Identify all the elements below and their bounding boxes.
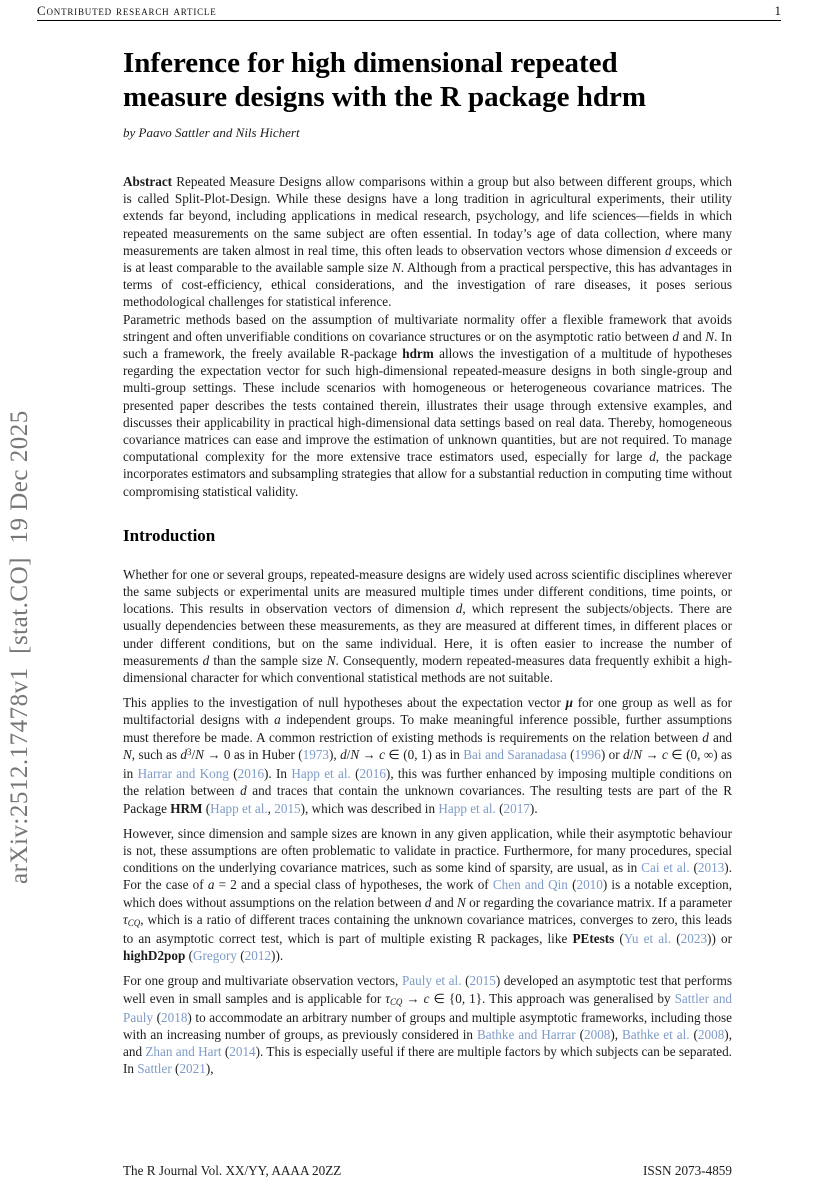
text-segment: → <box>642 746 663 762</box>
intro-paragraph-4 <box>123 972 732 1077</box>
text-segment: )). <box>271 948 284 964</box>
text-segment: N <box>326 652 336 668</box>
text-segment: d <box>623 746 630 762</box>
text-segment: . In such a framework, the freely available R-package <box>123 328 732 362</box>
text-segment: d <box>424 894 432 910</box>
text-segment: d <box>202 652 210 668</box>
text-segment: d <box>664 242 672 258</box>
text-segment: N <box>195 746 204 762</box>
citation-link[interactable]: Bai and Saranadasa <box>463 746 567 762</box>
text-segment: d <box>455 601 463 617</box>
text-segment: ∈ (0, ∞) as in <box>123 746 732 782</box>
citation-link[interactable]: Bathke and Harrar <box>476 1026 576 1042</box>
text-segment: . Consequently, modern repeated-measures data frequently exhibit a high-dimensional character for which conventional statistical methods are not suitable. <box>123 652 732 686</box>
text-segment: ). <box>529 800 538 816</box>
text-segment: ), <box>610 1026 623 1042</box>
text-segment: ( <box>575 1026 584 1042</box>
text-segment: However, since dimension and sample sizes are known in any given application, while their asymptotic behaviour is not, these assumptions are often problematic to validate in practice. Furthermore, for many procedures, special conditions on the underlying covariance matrices, such as some kind of sparsity, are usual, as in <box>123 825 732 876</box>
citation-link[interactable]: 2016 <box>359 766 386 782</box>
citation-link[interactable]: Sattler <box>137 1061 172 1077</box>
text-segment: and <box>708 729 733 745</box>
text-segment: N <box>633 746 643 762</box>
text-segment: μ <box>565 695 573 711</box>
intro-paragraph-3 <box>123 825 732 965</box>
citation-link[interactable]: 2008 <box>584 1026 611 1042</box>
text-segment: d <box>672 328 679 344</box>
text-segment: Parametric methods based on the assumption of multivariate normality offer a flexible framework that avoids stringent and often unverifiable conditions on covariance structures or on the asymptotic ratio between <box>123 311 732 344</box>
intro-paragraph-2 <box>123 694 732 816</box>
text-segment: c <box>423 990 430 1006</box>
text-segment: ( <box>221 1044 230 1060</box>
introduction-section <box>123 566 732 1078</box>
citation-link[interactable]: Bathke et al. <box>622 1026 690 1042</box>
text-segment: Abstract <box>123 174 173 189</box>
citation-link[interactable]: 2017 <box>503 800 530 816</box>
text-segment: / <box>191 746 196 762</box>
text-segment: , <box>267 800 275 816</box>
citation-link[interactable]: 2010 <box>576 877 603 893</box>
text-segment: → <box>359 746 380 762</box>
text-segment: ( <box>461 973 470 989</box>
text-segment: and traces that contain the unknown covariances. The resulting tests are part of the R Package <box>123 783 732 816</box>
citation-link[interactable]: 2018 <box>161 1009 188 1025</box>
text-segment: and <box>679 328 706 344</box>
citation-link[interactable]: 2015 <box>274 800 301 816</box>
text-segment: , such as <box>131 746 181 762</box>
citation-link[interactable]: 1973 <box>302 746 329 762</box>
text-segment: / <box>629 746 634 762</box>
article-title-line1: Inference for high dimensional repeated <box>123 47 618 79</box>
text-segment: d <box>649 449 656 465</box>
citation-link[interactable]: Chen and Qin <box>492 877 568 893</box>
text-segment: . Although from a practical perspective, this has advantages in terms of cost-efficiency, ethical considerations, and the investigation of rare diseases, it poses serious methodological challenges for statistical inference. <box>123 260 732 310</box>
citation-link[interactable]: 2023 <box>680 930 708 946</box>
text-segment: = 2 and a special class of hypotheses, the work of <box>214 877 493 893</box>
citation-link[interactable]: 2008 <box>697 1026 725 1042</box>
text-segment: , which is a ratio of different traces containing the unknown covariance matrices, converges to zero, this leads to an asymptotic correct test, which is part of multiple existing R packages, like <box>123 911 732 946</box>
text-segment: ( <box>689 1026 698 1042</box>
text-segment: 3 <box>187 746 192 757</box>
text-segment: or regarding the covariance matrix. If a parameter <box>465 894 732 910</box>
citation-link[interactable]: Happ et al. <box>291 766 351 782</box>
text-segment: a <box>207 877 215 893</box>
citation-link[interactable]: Harrar and Kong <box>137 766 229 782</box>
citation-link[interactable]: 2012 <box>244 948 272 964</box>
text-segment: ( <box>566 746 575 762</box>
text-segment: , the package incorporates estimators and subsampling strategies that allow for a substantial reduction in computing time without compromising statistical validity. <box>123 449 732 499</box>
text-segment: ) developed an asymptotic test that performs well even in small samples and is applicable for <box>123 973 732 1006</box>
citation-link[interactable]: 2014 <box>229 1044 256 1060</box>
text-segment: ). For the case of <box>123 860 732 893</box>
footer-journal: The R Journal Vol. XX/YY, AAAA 20ZZ <box>123 1163 342 1178</box>
byline: by Paavo Sattler and Nils Hichert <box>123 125 300 140</box>
text-segment: N <box>391 260 401 276</box>
text-segment: ) to accommodate an arbitrary number of groups and multiple asymptotic frameworks, including those with an increasing number of groups, as previously considered in <box>123 1009 732 1042</box>
text-segment: ) is a notable exception, which does without assumptions on the relation between <box>123 877 732 910</box>
text-segment: a <box>274 712 281 728</box>
citation-link[interactable]: Zhan and Hart <box>145 1044 222 1060</box>
text-segment: than the sample size <box>209 652 327 668</box>
text-segment: τ <box>123 911 128 927</box>
text-segment: highD2pop <box>123 948 186 964</box>
text-segment: N <box>705 328 715 344</box>
text-segment: ), and <box>123 1026 732 1060</box>
text-segment: ( <box>228 766 238 782</box>
text-segment: allows the investigation of a multitude of hypotheses regarding the expectation vector for such high-dimensional repeated-measure designs in both single-group and multi-group settings. These include scenarios with homogeneous or heterogeneous covariance matrices. The presented paper describes the tests contained therein, illustrates their usage through extensive examples, and discusses their applicability in practical high-dimensional data settings based on real data. Thereby, homogeneous covariance matrices can ease and improve the estimation of unknown quantities, but are not required. To manage computational complexity for the more extensive trace estimators used, especially for large <box>123 346 732 465</box>
text-segment: ( <box>671 930 681 946</box>
text-segment: ). In <box>264 766 292 782</box>
text-segment: ), this was further enhanced by imposing multiple conditions on the relation between <box>123 766 732 799</box>
text-segment: c <box>379 746 385 762</box>
text-segment: ) or <box>600 746 624 762</box>
page-number: 1 <box>774 3 781 18</box>
text-segment: CQ <box>127 917 141 928</box>
footer-issn: ISSN 2073-4859 <box>642 1163 732 1178</box>
text-segment: independent groups. To make meaningful inference possible, further assumptions must therefore be made. A common restriction of existing methods is requirements on the relation between <box>123 712 733 745</box>
page-footer <box>123 1163 732 1179</box>
section-heading-introduction: Introduction <box>123 525 216 545</box>
text-segment: HRM <box>170 800 203 816</box>
text-segment: PEtests <box>572 930 615 946</box>
text-segment: ∈ {0, 1}. This approach was generalised by <box>429 990 675 1006</box>
text-segment: hdrm <box>402 346 434 362</box>
citation-link[interactable]: Pauly et al. <box>401 973 462 989</box>
intro-paragraph-1 <box>123 566 732 686</box>
text-segment: ( <box>185 948 194 964</box>
header-rule <box>37 20 781 21</box>
citation-link[interactable]: Sattler and Pauly <box>123 990 733 1025</box>
text-segment: ( <box>567 877 577 893</box>
text-segment: ( <box>202 800 211 816</box>
citation-link[interactable]: 2021 <box>179 1061 206 1077</box>
text-segment: ( <box>689 860 698 876</box>
citation-link[interactable]: Happ et al. <box>438 800 496 816</box>
text-segment: CQ <box>389 996 403 1007</box>
text-segment: ( <box>495 800 504 816</box>
text-segment: ( <box>614 930 624 946</box>
header-label: Contributed research article <box>37 3 217 18</box>
article-title <box>123 46 732 114</box>
citation-link[interactable]: 2015 <box>469 973 496 989</box>
text-segment: and <box>431 894 458 910</box>
text-segment: )) or <box>707 930 732 946</box>
text-segment: ). This is especially useful if there are multiple factors by which subjects can be separated. In <box>123 1044 732 1077</box>
text-segment: ), <box>205 1061 214 1077</box>
text-segment: , which represent the subjects/objects. There are usually dependencies between these measurements, as they are measured at different times, in different places or under different conditions, but on the same individual. Here, it is often easier to increase the number of measurements <box>123 601 733 668</box>
text-segment: ( <box>350 766 360 782</box>
citation-link[interactable]: Gregory <box>193 948 237 964</box>
text-segment: → <box>402 990 424 1006</box>
article-content <box>123 46 732 1086</box>
citation-link[interactable]: Cai et al. <box>641 860 690 876</box>
text-segment: Whether for one or several groups, repeated-measure designs are widely used across scientific disciplines wherever the same subjects or experimental units are measured multiple times under different conditions, time points, or locations. This results in observation vectors of dimension <box>123 566 732 617</box>
text-segment: ( <box>236 948 245 964</box>
text-segment: exceeds or is at least comparable to the available sample size <box>123 242 733 276</box>
text-segment: / <box>346 746 351 762</box>
text-segment: N <box>457 894 466 910</box>
text-segment: ), <box>329 746 341 762</box>
text-segment: τ <box>385 990 390 1006</box>
citation-link[interactable]: 1996 <box>574 746 601 762</box>
text-segment: ), which was described in <box>300 800 439 816</box>
text-segment: N <box>123 746 132 762</box>
abstract-paragraph-2 <box>123 311 732 500</box>
page-header <box>37 3 781 19</box>
text-segment: This applies to the investigation of null hypotheses about the expectation vector <box>123 695 566 711</box>
text-segment: d <box>340 746 347 762</box>
text-segment: ( <box>153 1009 162 1025</box>
text-segment: → 0 as in Huber ( <box>203 746 303 762</box>
text-segment: for one group as well as for multifactorial designs with <box>123 695 732 728</box>
text-segment: ∈ (0, 1) as in <box>384 746 464 762</box>
citation-link[interactable]: 2013 <box>697 860 725 876</box>
arxiv-watermark: arXiv:2512.17478v1 [stat.CO] 19 Dec 2025 <box>6 410 33 884</box>
text-segment: d <box>180 746 187 762</box>
citation-link[interactable]: Yu et al. <box>623 930 672 946</box>
citation-link[interactable]: 2016 <box>237 766 265 782</box>
article-title-line2: measure designs with the R package hdrm <box>123 81 647 113</box>
text-segment: c <box>662 746 668 762</box>
abstract-paragraph-1 <box>123 173 732 311</box>
text-segment: For one group and multivariate observation vectors, <box>123 973 402 989</box>
citation-link[interactable]: Happ et al. <box>210 800 268 816</box>
text-segment: ( <box>171 1061 180 1077</box>
abstract-section <box>123 173 732 500</box>
text-segment: d <box>702 729 709 745</box>
text-segment: d <box>240 783 247 799</box>
text-segment: N <box>350 746 360 762</box>
text-segment: Repeated Measure Designs allow comparisons within a group but also between different groups, which is called Split-Plot-Design. While these designs have a long tradition in agricultural experiments, their utility extends far beyond, including applications in medical research, psychology, and life sciences—fields in which repeated measurements on the same subject are often essential. In today’s age of data collection, where many measurements are taken almost in real time, this often leads to observation vectors whose dimension <box>123 174 732 258</box>
